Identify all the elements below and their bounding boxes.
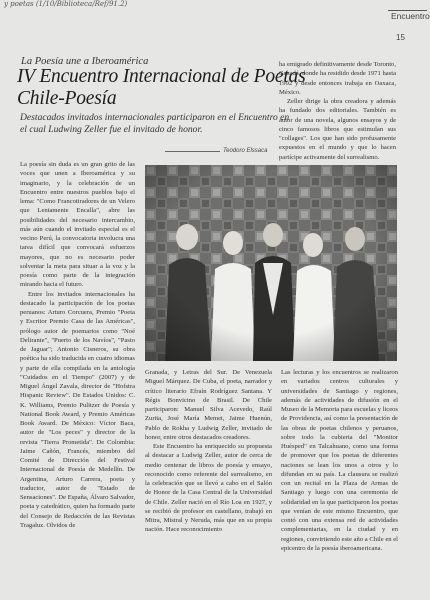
column-right	[281, 368, 398, 593]
column-left	[20, 160, 135, 595]
handwritten-annotation: y poetas (1/10/Biblioteca/Ref/91.2)	[4, 0, 128, 8]
paragraph: Este Encuentro ha enriquecido su propuesta al destacar a Ludwig Zeller, autor de cerca de medio centenar de libros de poesía y ensayo, reconocido como referente del surrealismo, en la celebración que se llevó a cabo en el Salón de Honor de la Casa Central de la Universidad de Chile. Zeller nació en el Río Loa en 1927, y se recibió de profesor en castellano, trabajó en Mitra, Mistral y Neruda, más que en su propia nación. Hace reconocimiento	[145, 443, 272, 534]
column-top-right	[279, 60, 396, 170]
paragraph: Granada, y Letras del Sur. De Venezuela Miguel Márquez. De Cuba, el poeta, narrador y crítico literario Efraín Rodríguez Santana. Y Régis Bonvicino de Brasil. De Chile participaron: Manuel Silva Acevedo, Raúl Zurita, José María Memet, Jaime Huenún, Pablo de Rokha y Ludwig Zeller, invitado de honor, entre otros destacados creadores.	[145, 369, 272, 441]
page-number: 15	[396, 33, 405, 42]
article-headline: IV Encuentro Internacional de Poetas Chile-Poesía	[17, 66, 306, 109]
photo-vignette	[145, 165, 397, 361]
article-deck: Destacados invitados internacionales participaron en el Encuentro en el cual Ludwing Zeller fue el invitado de honor.	[20, 112, 290, 135]
paragraph: Entre los invitados internacionales ha destacado la participación de los poetas peruanos: Arturo Corcuera, Premio "Poeta y Escritor Premio Casa de las Américas", prólogo autor de poemarios como "Noé Delirante", "Puerto de los Navíos", "Pasto de Jaguar"; Antonio Cisneros, su obra poética ha sido traducida en cuatro idiomas y parte de ella compilada en la antología "Cuidados en el Tiempo" (2007) y de Miguel Ángel Zavala, director de "Hofstra Hispanic Review". De Estados Unidos: C. K. Williams, Premio Pulitzer de Poesía y National Book Award, y Premio Américas Book Award. De México: Víctor Baca, autor de "Los peces" y director de la revista "Tierra Prometida". De Colombia: Jaime Cañón, Francés, miembro del Comité de Dirección del Festival Internacional de Poesía de Medellín. De Argentina, Arturo Carrera, poeta y traductor, autor de "Estado de Sensaciones". De España, Álvaro Salvador, poeta y catedrático, quien ha formado parte del Consejo de Redacción de las Revistas Tragaluz. Olvidos de	[20, 290, 135, 529]
photo-image	[145, 165, 397, 361]
paragraph: ha emigrado definitivamente desde Toronto, Canadá, donde ha residido desde 1971 hasta 1992 y desde entonces trabaja en Oaxaca, México.	[279, 61, 396, 96]
paragraph: La poesía sin duda es un gran grito de las voces que unen a Iberoamérica y su imaginario, y la celebración de un Encuentro entre nuestros pueblos bajo el lema: "Como Francotiradores de un Velero que Lentamente Encalla", abre las posibilidades del necesario intercambio, más aún cuando el invitado especial es el vecino Perú, la convocatoria involucra una tarea difícil que convocará esfuerzos mayores, que no es necesario poder solventar la meta para situar a la voz y la poesía como parte de la integración mirando hacia el futuro.	[20, 161, 135, 289]
article-kicker: La Poesía une a Iberoamérica	[21, 56, 149, 67]
article-byline: Teodoro Elssaca	[223, 148, 268, 154]
byline-rule	[165, 151, 220, 152]
group-photo	[145, 165, 397, 361]
paragraph: Las lecturas y los encuentros se realizaron en variados centros culturales y universidades de Santiago y regiones, además de actividades de difusión en el Museo de la Memoria para escuelas y liceos de Providencia, así como la presentación de las obras de poetas chilenos y peruanos, sobre todo la cubierta del "Monitor Huésped" en Talcahuano, como una forma de promover que los poetas de diferentes naciones se lean los unos a otros y lo difundan en su país. La clausura se realizó con un recital en la Plaza de Armas de Santiago y luego con una ceremonia de solidaridad en la que participaron los poetas que venían de este mismo Encuentro, que contó con una extensa red de actividades complementarias, en la ciudad y en regiones, convirtiendo este año a Chile en el epicentro de la poesía iberoamericana.	[281, 369, 398, 552]
column-center	[145, 368, 272, 593]
paragraph: Zeller dirige la obra creadora y además ha fundado dos editoriales. También es autor de una novela, algunos ensayos y de cinco famosos libros que estimulan sus "collages". Los que han sido profusamente expuestos en el mundo y que lo hacen partícipe activamente del surrealismo.	[279, 98, 396, 161]
section-tab: Encuentro	[388, 10, 427, 24]
